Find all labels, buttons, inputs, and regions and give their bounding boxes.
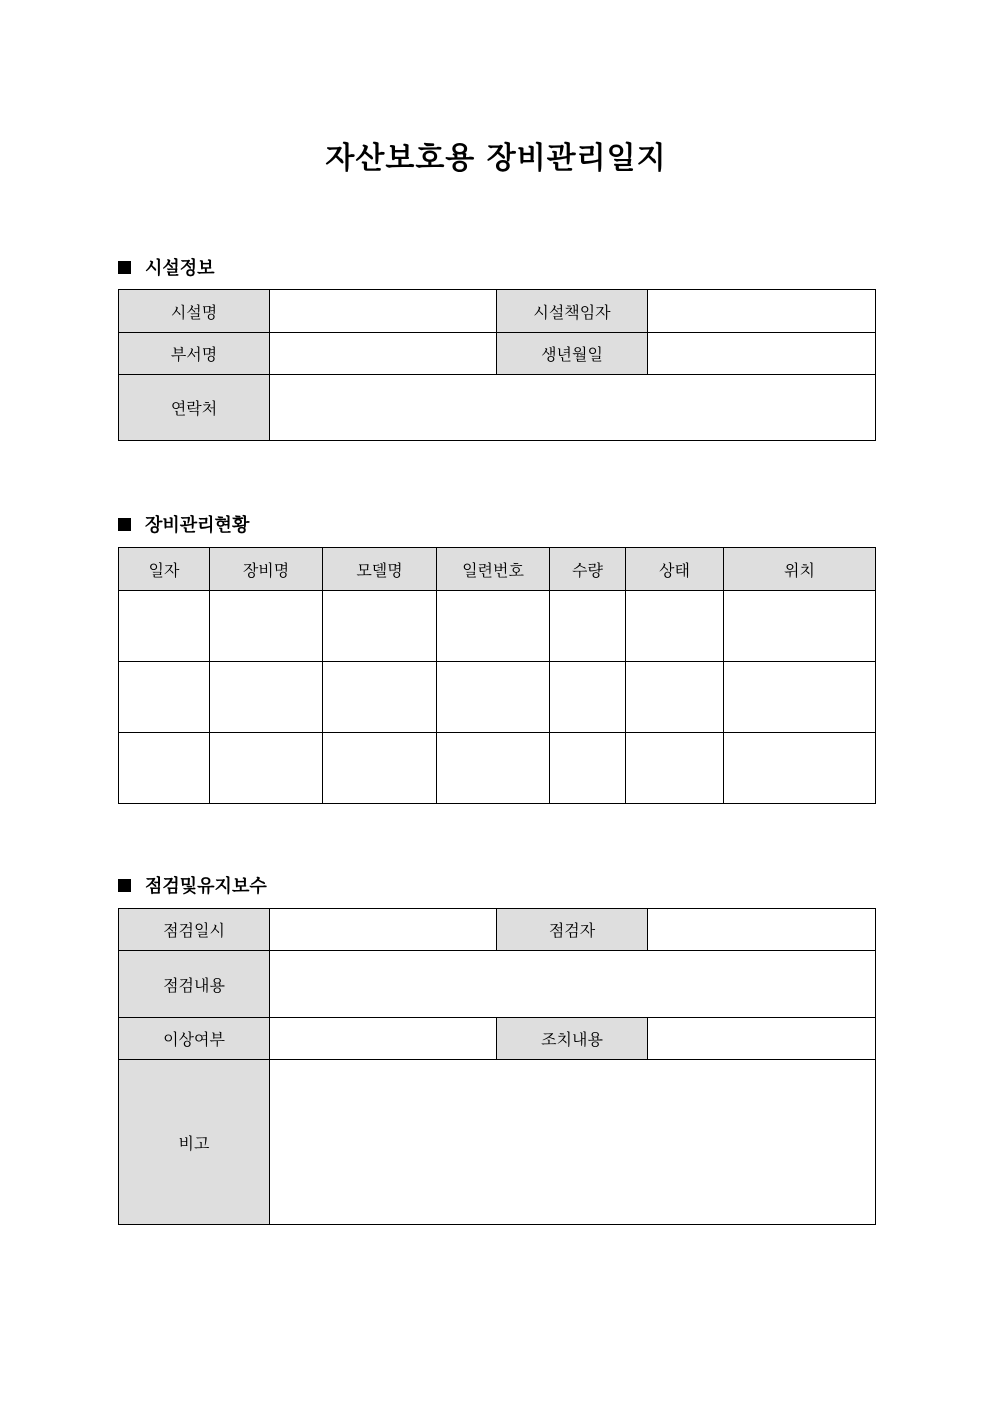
table-cell[interactable]	[550, 591, 626, 662]
table-cell[interactable]	[724, 733, 876, 804]
label-inspector: 점검자	[497, 909, 648, 951]
table-cell[interactable]	[626, 662, 724, 733]
square-bullet-icon	[118, 518, 131, 531]
field-facility-manager[interactable]	[648, 290, 876, 333]
table-cell[interactable]	[626, 733, 724, 804]
table-cell[interactable]	[323, 733, 437, 804]
table-cell[interactable]	[626, 591, 724, 662]
column-header-equipment-name: 장비명	[210, 548, 323, 591]
column-header-status: 상태	[626, 548, 724, 591]
table-cell[interactable]	[437, 662, 550, 733]
label-birth-date: 생년월일	[497, 333, 648, 375]
section-heading-label: 장비관리현황	[145, 515, 250, 536]
table-row	[119, 591, 876, 662]
table-cell[interactable]	[550, 662, 626, 733]
column-header-location: 위치	[724, 548, 876, 591]
field-remarks[interactable]	[270, 1060, 876, 1225]
table-cell[interactable]	[724, 591, 876, 662]
table-cell[interactable]	[437, 591, 550, 662]
label-contact: 연락처	[119, 375, 270, 441]
table-cell[interactable]	[323, 591, 437, 662]
table-cell[interactable]	[724, 662, 876, 733]
table-row	[119, 733, 876, 804]
field-birth-date[interactable]	[648, 333, 876, 375]
section-heading-facility	[118, 254, 215, 280]
field-action-details[interactable]	[648, 1018, 876, 1060]
label-remarks: 비고	[119, 1060, 270, 1225]
label-facility-manager: 시설책임자	[497, 290, 648, 333]
field-contact[interactable]	[270, 375, 876, 441]
label-inspection-details: 점검내용	[119, 951, 270, 1018]
section-heading-label: 시설정보	[145, 258, 215, 279]
inspection-table	[118, 908, 876, 1225]
column-header-model-name: 모델명	[323, 548, 437, 591]
column-header-date: 일자	[119, 548, 210, 591]
section-heading-label: 점검및유지보수	[145, 876, 267, 897]
table-row	[119, 662, 876, 733]
equipment-status-table	[118, 547, 876, 804]
label-action-details: 조치내용	[497, 1018, 648, 1060]
facility-info-table	[118, 289, 876, 441]
field-abnormality[interactable]	[270, 1018, 497, 1060]
document-title: 자산보호용 장비관리일지	[325, 141, 667, 176]
field-inspection-details[interactable]	[270, 951, 876, 1018]
table-cell[interactable]	[210, 591, 323, 662]
section-heading-equipment	[118, 511, 249, 537]
column-header-serial-number: 일련번호	[437, 548, 550, 591]
label-department-name: 부서명	[119, 333, 270, 375]
table-cell[interactable]	[119, 662, 210, 733]
field-department-name[interactable]	[270, 333, 497, 375]
field-facility-name[interactable]	[270, 290, 497, 333]
column-header-quantity: 수량	[550, 548, 626, 591]
square-bullet-icon	[118, 879, 131, 892]
label-inspection-datetime: 점검일시	[119, 909, 270, 951]
table-cell[interactable]	[323, 662, 437, 733]
table-cell[interactable]	[550, 733, 626, 804]
label-abnormality: 이상여부	[119, 1018, 270, 1060]
table-cell[interactable]	[210, 662, 323, 733]
table-cell[interactable]	[119, 591, 210, 662]
table-cell[interactable]	[119, 733, 210, 804]
square-bullet-icon	[118, 261, 131, 274]
field-inspector[interactable]	[648, 909, 876, 951]
section-heading-inspection	[118, 872, 267, 898]
table-cell[interactable]	[210, 733, 323, 804]
label-facility-name: 시설명	[119, 290, 270, 333]
table-cell[interactable]	[437, 733, 550, 804]
field-inspection-datetime[interactable]	[270, 909, 497, 951]
